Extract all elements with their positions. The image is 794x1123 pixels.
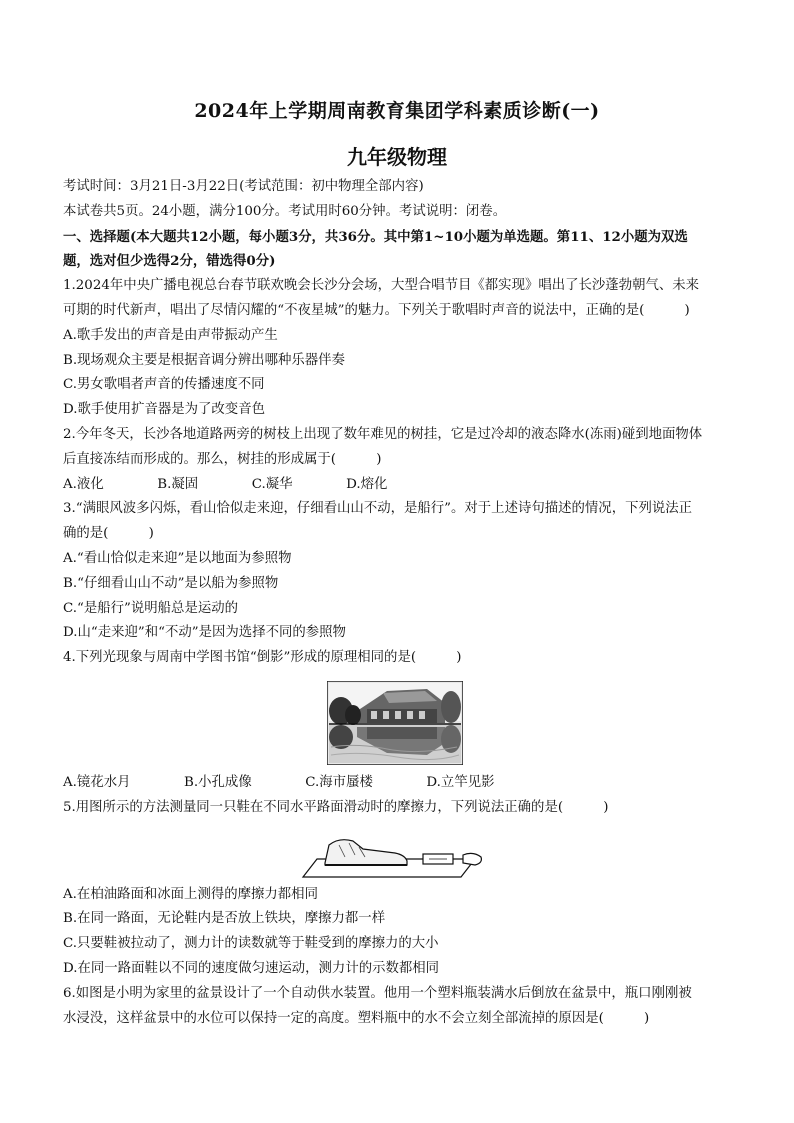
q3-option-a: A.“看山恰似走来迎”是以地面为参照物: [63, 550, 292, 566]
q3-stem-line1: 3.“满眼风波多闪烁，看山恰似走来迎，仔细看山山不动，是船行”。对于上述诗句描述的情况，下列说法正: [63, 501, 693, 517]
section-heading-line1: 一、选择题(本大题共12小题，每小题3分，共36分。其中第1~10小题为单选题。第11、12小题为双选: [63, 228, 688, 245]
q3-option-d: D.山“走来迎”和“不动”是因为选择不同的参照物: [63, 625, 346, 641]
q1-option-a: A.歌手发出的声音是由声带振动产生: [63, 327, 278, 343]
q1-option-b: B.现场观众主要是根据音调分辨出哪种乐器伴奏: [63, 352, 345, 368]
q2-stem-line2: 后直接冻结而形成的。那么，树挂的形成属于( ): [63, 451, 382, 467]
q5-option-a: A.在柏油路面和冰面上测得的摩擦力都相同: [63, 886, 318, 902]
q4-stem: 4.下列光现象与周南中学图书馆“倒影”形成的原理相同的是( ): [63, 650, 462, 666]
q3-option-c: C.“是船行”说明船总是运动的: [63, 600, 239, 616]
q5-stem: 5.用图所示的方法测量同一只鞋在不同水平路面滑动时的摩擦力，下列说法正确的是( ): [63, 799, 609, 815]
q6-stem-line2: 水浸没，这样盆景中的水位可以保持一定的高度。塑料瓶中的水不会立刻全部流掉的原因是( ): [63, 1010, 650, 1026]
q6-stem-line1: 6.如图是小明为家里的盆景设计了一个自动供水装置。他用一个塑料瓶装满水后倒放在盆景中，瓶口刚刚被: [63, 985, 692, 1001]
q1-stem-line1: 1.2024年中央广播电视总台春节联欢晚会长沙分会场，大型合唱节目《都实现》唱出了长沙蓬勃朝气、未来: [63, 278, 700, 294]
page-title: 2024年上学期周南教育集团学科素质诊断(一): [194, 100, 600, 122]
page-subtitle: 九年级物理: [347, 145, 447, 169]
q1-stem-line2: 可期的时代新声，唱出了尽情闪耀的“不夜星城”的魅力。下列关于歌唱时声音的说法中，正确的是( ): [63, 302, 690, 318]
section-heading-line2: 题，选对但少选得2分，错选得0分): [63, 253, 276, 270]
q5-option-d: D.在同一路面鞋以不同的速度做匀速运动，测力计的示数都相同: [63, 960, 440, 976]
exam-paper-info: 本试卷共5页。24小题，满分100分。考试用时60分钟。考试说明：闭卷。: [63, 203, 507, 219]
q2-options: A.液化 B.凝固 C.凝华 D.熔化: [63, 476, 388, 492]
library-reflection-photo: [327, 681, 463, 765]
q4-options: A.镜花水月 B.小孔成像 C.海市蜃楼 D.立竿见影: [63, 774, 495, 790]
q3-option-b: B.“仔细看山山不动”是以船为参照物: [63, 575, 279, 591]
q5-option-c: C.只要鞋被拉动了，测力计的读数就等于鞋受到的摩擦力的大小: [63, 936, 439, 952]
q1-option-c: C.男女歌唱者声音的传播速度不同: [63, 377, 265, 393]
q3-stem-line2: 确的是( ): [63, 526, 154, 542]
q2-stem-line1: 2.今年冬天，长沙各地道路两旁的树枝上出现了数年难见的树挂，它是过冷却的液态降水(冻雨)碰到地面物体: [63, 426, 703, 442]
exam-content: [63, 175, 733, 1031]
shoe-friction-diagram: [299, 829, 489, 881]
q5-option-b: B.在同一路面，无论鞋内是否放上铁块，摩擦力都一样: [63, 911, 386, 927]
q1-option-d: D.歌手使用扩音器是为了改变音色: [63, 402, 265, 418]
exam-time-info: 考试时间：3月21日-3月22日(考试范围：初中物理全部内容): [63, 179, 424, 194]
